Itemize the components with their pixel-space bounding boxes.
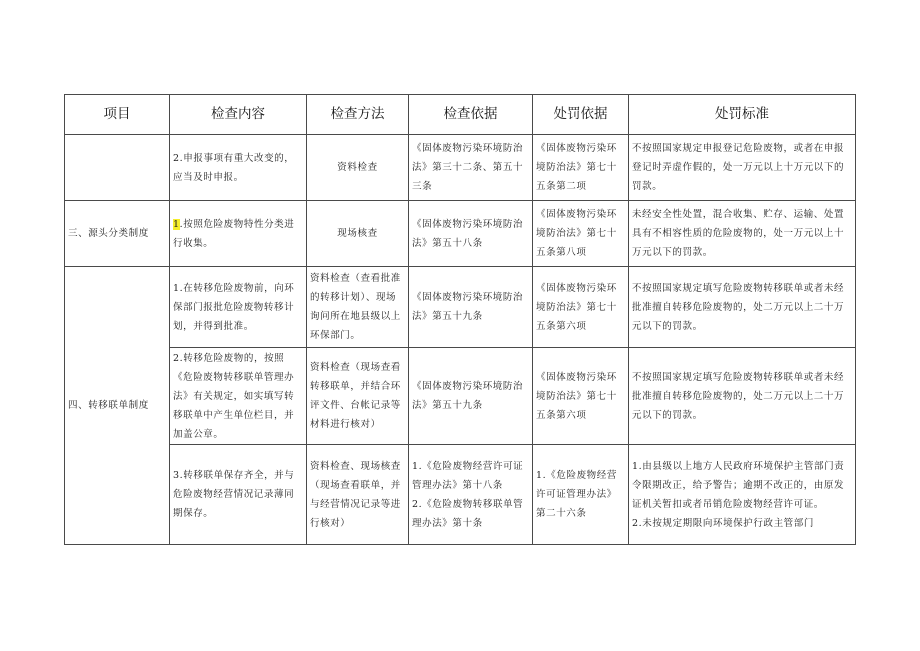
cell-penalty-basis — [533, 445, 629, 545]
cell-content — [170, 135, 307, 201]
penalty-standard-text: 2.未按规定期限向环境保护行政主管部门 — [632, 517, 814, 529]
table-row — [65, 348, 856, 445]
content-text: 3.转移联单保存齐全，并与危险废物经营情况记录薄同期保存。 — [173, 470, 295, 519]
table-row — [65, 135, 856, 201]
basis-text: 《固体废物污染环境防治法》第五十八条 — [412, 218, 524, 249]
cell-method: 资料检查 — [307, 135, 409, 201]
table-row — [65, 201, 856, 267]
cell-content — [170, 201, 307, 267]
cell-content — [170, 267, 307, 348]
cell-penalty-basis — [533, 348, 629, 445]
cell-basis — [409, 267, 533, 348]
penalty-basis-text: 《固体废物污染环境防治法》第七十五条第二项 — [536, 143, 617, 192]
header-penalty-basis: 处罚依据 — [533, 95, 629, 135]
penalty-standard-text: 不按照国家规定申报登记危险废物，或者在申报登记时弄虚作假的，处一万元以上十万元以下的罚款。 — [632, 143, 845, 192]
cell-penalty-standard — [629, 267, 856, 348]
cell-method: 现场核查 — [307, 201, 409, 267]
cell-method: 资料检查（查看批准的转移计划）、现场询问所在地县级以上环保部门。 — [307, 267, 409, 348]
cell-item: 四、转移联单制度 — [65, 267, 170, 545]
cell-penalty-basis — [533, 135, 629, 201]
cell-penalty-basis — [533, 201, 629, 267]
penalty-basis-text: 1.《危险废物经营许可证管理办法》第二十六条 — [536, 470, 617, 519]
penalty-standard-text: 不按照国家规定填写危险废物转移联单或者未经批准擅自转移危险废物的，处二万元以上二十万元以下的罚款。 — [632, 282, 845, 332]
penalty-standard-text: 不按照国家规定填写危险废物转移联单或者未经批准擅自转移危险废物的，处二万元以上二十万元以下的罚款。 — [632, 371, 845, 421]
cell-basis — [409, 201, 533, 267]
cell-item — [65, 135, 170, 201]
cell-penalty-standard — [629, 135, 856, 201]
cell-penalty-standard — [629, 445, 856, 545]
inspection-table — [64, 94, 856, 545]
cell-basis — [409, 135, 533, 201]
penalty-basis-text: 《固体废物污染环境防治法》第七十五条第六项 — [536, 371, 617, 421]
table-row — [65, 267, 856, 348]
cell-method: 资料检查（现场查看转移联单，并结合环评文件、台帐记录等材料进行核对） — [307, 348, 409, 445]
basis-text: 1.《危险废物经营许可证管理办法》第十八条 — [412, 460, 524, 491]
basis-text: 《固体废物污染环境防治法》第三十二条、第五十三条 — [412, 143, 524, 192]
cell-method: 资料检查、现场核查（现场查看联单，并与经营情况记录等进行核对） — [307, 445, 409, 545]
header-basis: 检查依据 — [409, 95, 533, 135]
content-text: 2.申报事项有重大改变的，应当及时申报。 — [173, 152, 295, 183]
cell-penalty-basis — [533, 267, 629, 348]
basis-text: 2.《危险废物转移联单管理办法》第十条 — [412, 498, 524, 529]
content-text: 2.转移危险废物的，按照《危险废物转移联单管理办法》有关规定，如实填写转移联单中产生单位栏目，并加盖公章。 — [173, 352, 295, 440]
penalty-basis-text: 《固体废物污染环境防治法》第七十五条第八项 — [536, 209, 617, 258]
cell-basis — [409, 348, 533, 445]
basis-text: 《固体废物污染环境防治法》第五十九条 — [412, 292, 524, 322]
header-item: 项目 — [65, 95, 170, 135]
highlight-mark: 1 — [173, 218, 180, 230]
cell-penalty-standard — [629, 201, 856, 267]
header-content: 检查内容 — [170, 95, 307, 135]
cell-content — [170, 348, 307, 445]
content-text — [173, 215, 303, 253]
penalty-standard-text: 未经安全性处置，混合收集、贮存、运输、处置具有不相容性质的危险废物的，处一万元以上十万元以下的罚款。 — [632, 209, 845, 258]
content-text-rest: .按照危险废物特性分类进行收集。 — [173, 218, 295, 249]
cell-basis — [409, 445, 533, 545]
basis-text: 《固体废物污染环境防治法》第五十九条 — [412, 381, 524, 411]
penalty-basis-text: 《固体废物污染环境防治法》第七十五条第六项 — [536, 282, 617, 332]
penalty-standard-text: 1.由县级以上地方人民政府环境保护主管部门责令限期改正，给予警告；逾期不改正的，由原发证机关暂扣或者吊销危险废物经营许可证。 — [632, 460, 845, 510]
cell-item: 三、源头分类制度 — [65, 201, 170, 267]
table-header-row — [65, 95, 856, 135]
header-method: 检查方法 — [307, 95, 409, 135]
content-text: 1.在转移危险废物前，向环保部门报批危险废物转移计划，并得到批准。 — [173, 282, 295, 332]
table-row — [65, 445, 856, 545]
cell-penalty-standard — [629, 348, 856, 445]
header-penalty-standard: 处罚标准 — [629, 95, 856, 135]
cell-content — [170, 445, 307, 545]
